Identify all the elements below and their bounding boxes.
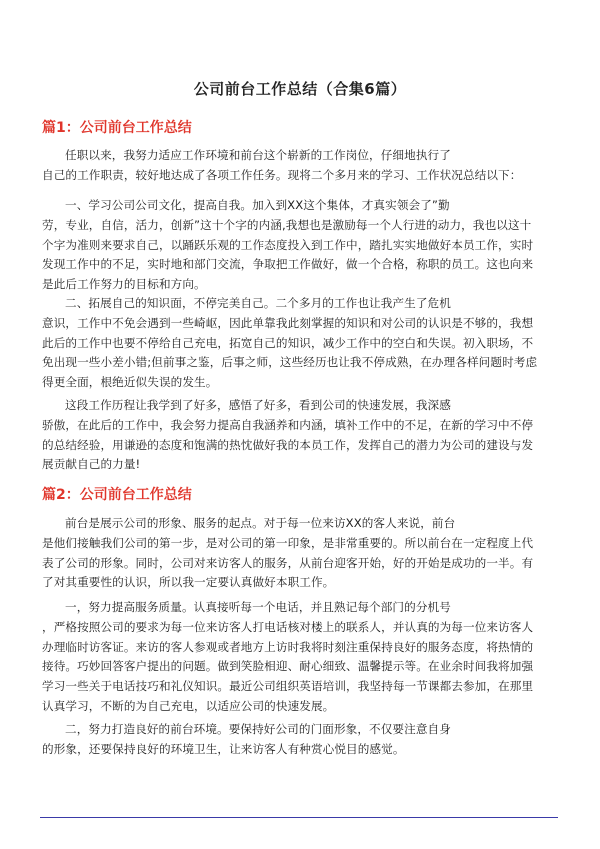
text-line: 接待。巧妙回答客户提出的问题。做到笑脸相迎、耐心细致、温馨提示等。在业余时间我将加强 [42, 659, 534, 674]
text-line: 的形象，还要保持良好的环境卫生，让来访客人有种赏心悦目的感觉。 [42, 741, 405, 756]
section-2-paragraph-2 [42, 598, 562, 717]
text-line: 一，努力提高服务质量。认真接听每一个电话，并且熟记每个部门的分机号 [65, 600, 451, 614]
text-line: 骄傲，在此后的工作中，我会努力提高自我涵养和内涵，填补工作中的不足，在新的学习中不停 [42, 417, 534, 432]
text-line: 前台是展示公司的形象、服务的起点。对于每一位来访XX的客人来说，前台 [65, 516, 456, 530]
text-line: 免出现一些小差小错;但前事之鉴，后事之师，这些经历也让我不停成熟，在办理各样问题时考虑 [42, 355, 538, 370]
text-line: 得更全面，根绝近似失误的发生。 [42, 375, 218, 390]
text-line: 劳，专业，自信，活力，创新”这十个字的内涵,我想也是激励每一个人行进的动力，我也以这十 [42, 217, 532, 232]
text-line: 学习一些关于电话技巧和礼仪知识。最近公司组织英语培训，我坚持每一节课都去参加，在那里 [42, 679, 534, 694]
text-line: 了对其重要性的认识，所以我一定要认真做好本职工作。 [42, 575, 335, 590]
section-1-paragraph-4 [42, 396, 562, 475]
text-line: ，严格按照公司的要求为每一位来访客人打电话核对楼上的联系人，并认真的为每一位来访客人 [42, 619, 534, 634]
text-line: 是此后工作努力的目标和方向。 [42, 277, 206, 292]
text-line: 意识，工作中不免会遇到一些崎岖，因此单靠我此刻掌握的知识和对公司的认识是不够的，我想 [42, 315, 534, 330]
text-line: 个字为准则来要求自己，以踊跃乐观的工作态度投入到工作中，踏扎实实地做好本员工作，实时 [42, 237, 534, 252]
section-2-heading: 篇2：公司前台工作总结 [42, 487, 192, 503]
section-1-paragraph-1 [42, 146, 562, 186]
section-2-paragraph-3 [42, 720, 562, 760]
section-1-heading: 篇1：公司前台工作总结 [42, 120, 192, 136]
section-1-paragraph-3 [42, 294, 562, 393]
document-title: 公司前台工作总结（合集6篇） [193, 80, 407, 98]
section-1-paragraph-2 [42, 196, 562, 295]
text-line: 表了公司的形象。同时，公司对来访客人的服务，从前台迎客开始，好的开始是成功的一半。有 [42, 555, 534, 570]
text-line: 二、拓展自己的知识面，不停完美自己。二个多月的工作也让我产生了危机 [65, 296, 451, 310]
text-line: 这段工作历程让我学到了好多，感悟了好多，看到公司的快速发展，我深感 [65, 398, 451, 412]
text-line: 任职以来，我努力适应工作环境和前台这个崭新的工作岗位，仔细地执行了 [65, 148, 451, 162]
text-line: 办理临时访客证。来访的客人参观或者地方上访时我将时刻注重保持良好的服务态度，将热情的 [42, 639, 534, 654]
text-line: 认真学习，不断的为自己充电，以适应公司的快速发展。 [42, 698, 335, 713]
text-line: 是他们接触我们公司的第一步，是对公司的第一印象，是非常重要的。所以前台在一定程度上代 [42, 535, 534, 550]
footer-divider [40, 817, 558, 818]
text-line: 一、学习公司公司文化，提高自我。加入到XX这个集体，才真实领会了”勤 [65, 198, 450, 212]
text-line: 展贡献自己的力量! [42, 457, 141, 472]
text-line: 自己的工作职责，较好地达成了各项工作任务。现将二个多月来的学习、工作状况总结以下： [42, 167, 522, 182]
section-2-paragraph-1 [42, 514, 562, 593]
text-line: 二，努力打造良好的前台环境。要保持好公司的门面形象，不仅要注意自身 [65, 722, 451, 736]
text-line: 的总结经验，用谦逊的态度和饱满的热忱做好我的本员工作，发挥自己的潜力为公司的建设与发 [42, 437, 534, 452]
text-line: 此后的工作中也要不停给自己充电，拓宽自己的知识，减少工作中的空白和失误。初入职场，不 [42, 335, 534, 350]
text-line: 发现工作中的不足，实时地和部门交流，争取把工作做好，做一个合格，称职的员工。这也向来 [42, 257, 534, 272]
